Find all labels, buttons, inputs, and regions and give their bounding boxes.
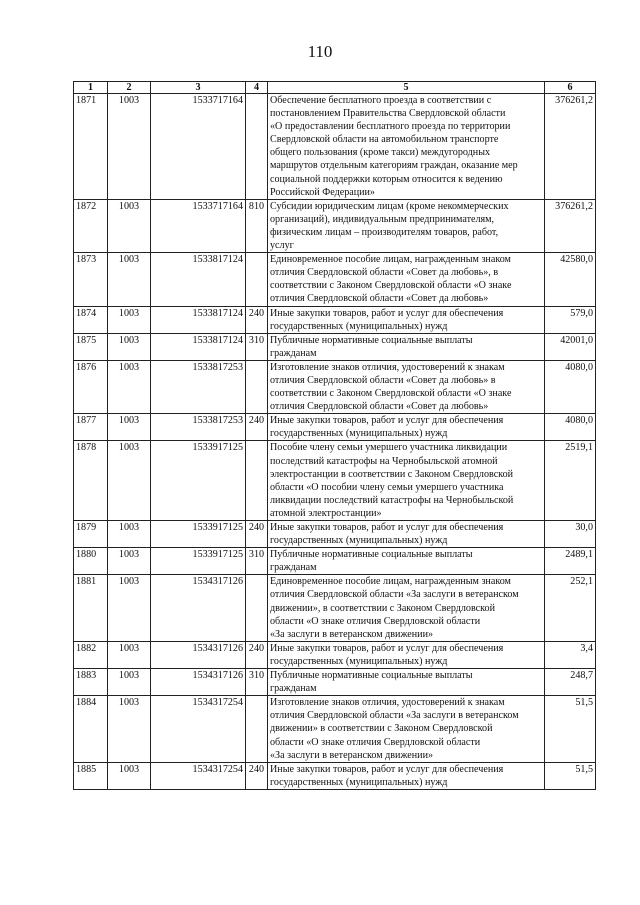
description-line: общего пользования (кроме такси) междугородных [270, 147, 491, 159]
description-cell [268, 441, 545, 521]
description-line: отличия Свердловской области «За заслуги в ветеранском [270, 710, 519, 722]
column-header: 4 [246, 82, 268, 94]
description-line: Российской Федерации» [270, 186, 375, 198]
row-number-cell: 1878 [74, 441, 108, 521]
description-cell [268, 575, 545, 641]
row-number-cell: 1883 [74, 669, 108, 696]
description-cell [268, 199, 545, 252]
amount-cell: 51,5 [545, 696, 596, 762]
expense-kind-cell [246, 696, 268, 762]
table-row [74, 199, 596, 252]
description-line: движении» в соответствии с Законом Свердловской [270, 723, 493, 735]
description-line: Иные закупки товаров, работ и услуг для обеспечения [270, 642, 504, 654]
row-number-cell: 1881 [74, 575, 108, 641]
section-code-cell: 1003 [108, 575, 151, 641]
table-row [74, 360, 596, 413]
description-line: Единовременное пособие лицам, награжденным знаком [270, 254, 511, 266]
section-code-cell: 1003 [108, 441, 151, 521]
description-line: области «О знаке отличия Свердловской области [270, 736, 481, 748]
description-cell [268, 548, 545, 575]
row-number-cell: 1879 [74, 521, 108, 548]
expense-kind-cell [246, 441, 268, 521]
table-row [74, 333, 596, 360]
amount-cell: 248,7 [545, 669, 596, 696]
table-row [74, 641, 596, 668]
row-number-cell: 1873 [74, 253, 108, 306]
description-cell [268, 333, 545, 360]
amount-cell: 4080,0 [545, 360, 596, 413]
section-code-cell: 1003 [108, 641, 151, 668]
target-article-cell: 1533817253 [151, 360, 246, 413]
table-row [74, 669, 596, 696]
description-line: организаций), индивидуальным предпринимателям, [270, 213, 495, 225]
section-code-cell: 1003 [108, 333, 151, 360]
description-line: Публичные нормативные социальные выплаты [270, 549, 473, 561]
description-line: Иные закупки товаров, работ и услуг для обеспечения [270, 415, 504, 427]
column-header: 3 [151, 82, 246, 94]
description-line: последствий катастрофы на Чернобыльской атомной [270, 455, 498, 467]
table-row [74, 441, 596, 521]
table-row [74, 521, 596, 548]
description-line: государственных (муниципальных) нужд [270, 776, 448, 788]
target-article-cell: 1534317254 [151, 696, 246, 762]
amount-cell: 4080,0 [545, 414, 596, 441]
description-line: «За заслуги в ветеранском движении» [270, 749, 434, 761]
description-line: гражданам [270, 683, 317, 695]
column-header: 2 [108, 82, 151, 94]
expense-kind-cell: 310 [246, 669, 268, 696]
amount-cell: 2519,1 [545, 441, 596, 521]
table-body [74, 94, 596, 790]
description-line: отличия Свердловской области «Совет да любовь» в [270, 374, 496, 386]
row-number-cell: 1877 [74, 414, 108, 441]
table-row [74, 306, 596, 333]
table-row [74, 575, 596, 641]
expense-kind-cell [246, 575, 268, 641]
expense-kind-cell [246, 360, 268, 413]
description-line: Публичные нормативные социальные выплаты [270, 334, 473, 346]
amount-cell: 3,4 [545, 641, 596, 668]
target-article-cell: 1534317126 [151, 641, 246, 668]
expense-kind-cell [246, 253, 268, 306]
description-cell [268, 762, 545, 789]
description-line: Иные закупки товаров, работ и услуг для обеспечения [270, 522, 504, 533]
description-line: Пособие члену семьи умершего участника ликвидации [270, 442, 508, 454]
budget-table [73, 81, 596, 790]
table-row [74, 253, 596, 306]
row-number-cell: 1876 [74, 360, 108, 413]
section-code-cell: 1003 [108, 548, 151, 575]
row-number-cell: 1884 [74, 696, 108, 762]
description-cell [268, 521, 545, 548]
expense-kind-cell [246, 94, 268, 200]
description-cell [268, 94, 545, 200]
description-line: социальной поддержки которым относится к ведению [270, 173, 503, 185]
description-cell [268, 306, 545, 333]
description-line: движении», в соответствии с Законом Свердловской [270, 602, 495, 614]
description-cell [268, 669, 545, 696]
description-line: гражданам [270, 347, 317, 359]
row-number-cell: 1872 [74, 199, 108, 252]
description-line: отличия Свердловской области «Совет да любовь» [270, 293, 489, 305]
description-line: Свердловской области на автомобильном транспорте [270, 134, 499, 146]
row-number-cell: 1871 [74, 94, 108, 200]
target-article-cell: 1534317254 [151, 762, 246, 789]
description-line: «О предоставлении бесплатного проезда по территории [270, 121, 511, 133]
table-row [74, 548, 596, 575]
expense-kind-cell: 240 [246, 762, 268, 789]
description-cell [268, 696, 545, 762]
description-line: электростанции в соответствии с Законом Свердловской [270, 468, 514, 480]
page-number: 110 [307, 42, 333, 61]
description-line: Субсидии юридическим лицам (кроме некоммерческих [270, 200, 509, 212]
description-line: услуг [270, 240, 294, 252]
amount-cell: 30,0 [545, 521, 596, 548]
amount-cell: 51,5 [545, 762, 596, 789]
row-number-cell: 1882 [74, 641, 108, 668]
amount-cell: 42001,0 [545, 333, 596, 360]
target-article-cell: 1533717164 [151, 199, 246, 252]
target-article-cell: 1533817124 [151, 306, 246, 333]
description-cell [268, 253, 545, 306]
target-article-cell: 1533917125 [151, 441, 246, 521]
expense-kind-cell: 810 [246, 199, 268, 252]
description-line: маршрутов отдельным категориям граждан, оказание мер [270, 160, 518, 172]
section-code-cell: 1003 [108, 696, 151, 762]
target-article-cell: 1533817253 [151, 414, 246, 441]
column-header: 5 [268, 82, 545, 94]
column-header: 1 [74, 82, 108, 94]
description-line: гражданам [270, 562, 317, 574]
target-article-cell: 1534317126 [151, 669, 246, 696]
section-code-cell: 1003 [108, 521, 151, 548]
table-row [74, 696, 596, 762]
description-line: постановлением Правительства Свердловской области [270, 108, 506, 120]
description-line: области «О знаке отличия Свердловской области [270, 615, 481, 627]
description-cell [268, 414, 545, 441]
amount-cell: 579,0 [545, 306, 596, 333]
expense-kind-cell: 240 [246, 414, 268, 441]
description-line: государственных (муниципальных) нужд [270, 535, 448, 547]
row-number-cell: 1880 [74, 548, 108, 575]
description-line: отличия Свердловской области «За заслуги в ветеранском [270, 589, 519, 601]
description-line: соответствии с Законом Свердловской области «О знаке [270, 388, 512, 400]
target-article-cell: 1533917125 [151, 548, 246, 575]
description-line: Изготовление знаков отличия, удостоверений к знакам [270, 697, 505, 709]
description-cell [268, 360, 545, 413]
expense-kind-cell: 240 [246, 521, 268, 548]
table-header-row [74, 82, 596, 94]
description-line: соответствии с Законом Свердловской области «О знаке [270, 280, 512, 292]
description-line: области «О пособии члену семьи умершего участника [270, 481, 504, 493]
expense-kind-cell: 310 [246, 333, 268, 360]
target-article-cell: 1533817124 [151, 253, 246, 306]
description-line: отличия Свердловской области «Совет да любовь», в [270, 267, 499, 279]
description-line: ликвидации последствий катастрофы на Чернобыльской [270, 494, 514, 506]
description-line: Публичные нормативные социальные выплаты [270, 670, 473, 682]
description-line: Изготовление знаков отличия, удостоверений к знакам [270, 361, 505, 373]
section-code-cell: 1003 [108, 762, 151, 789]
amount-cell: 42580,0 [545, 253, 596, 306]
description-cell [268, 641, 545, 668]
amount-cell: 252,1 [545, 575, 596, 641]
target-article-cell: 1533917125 [151, 521, 246, 548]
column-header: 6 [545, 82, 596, 94]
section-code-cell: 1003 [108, 414, 151, 441]
expense-kind-cell: 240 [246, 306, 268, 333]
target-article-cell: 1534317126 [151, 575, 246, 641]
section-code-cell: 1003 [108, 360, 151, 413]
target-article-cell: 1533817124 [151, 333, 246, 360]
row-number-cell: 1885 [74, 762, 108, 789]
description-line: Единовременное пособие лицам, награжденным знаком [270, 576, 511, 588]
section-code-cell: 1003 [108, 306, 151, 333]
description-line: Обеспечение бесплатного проезда в соответствии с [270, 95, 492, 106]
amount-cell: 2489,1 [545, 548, 596, 575]
description-line: государственных (муниципальных) нужд [270, 655, 448, 667]
description-line: физическим лицам – производителям товаров, работ, [270, 226, 499, 238]
description-line: «За заслуги в ветеранском движении» [270, 628, 434, 640]
table-row [74, 414, 596, 441]
description-line: государственных (муниципальных) нужд [270, 320, 448, 332]
target-article-cell: 1533717164 [151, 94, 246, 200]
row-number-cell: 1875 [74, 333, 108, 360]
description-line: государственных (муниципальных) нужд [270, 428, 448, 440]
table-row [74, 762, 596, 789]
expense-kind-cell: 310 [246, 548, 268, 575]
description-line: Иные закупки товаров, работ и услуг для обеспечения [270, 763, 504, 775]
section-code-cell: 1003 [108, 669, 151, 696]
expense-kind-cell: 240 [246, 641, 268, 668]
section-code-cell: 1003 [108, 199, 151, 252]
row-number-cell: 1874 [74, 306, 108, 333]
description-line: Иные закупки товаров, работ и услуг для обеспечения [270, 307, 504, 319]
section-code-cell: 1003 [108, 94, 151, 200]
section-code-cell: 1003 [108, 253, 151, 306]
table-row [74, 94, 596, 200]
amount-cell: 376261,2 [545, 94, 596, 200]
amount-cell: 376261,2 [545, 199, 596, 252]
description-line: атомной электростанции» [270, 507, 382, 519]
description-line: отличия Свердловской области «Совет да любовь» [270, 401, 489, 413]
